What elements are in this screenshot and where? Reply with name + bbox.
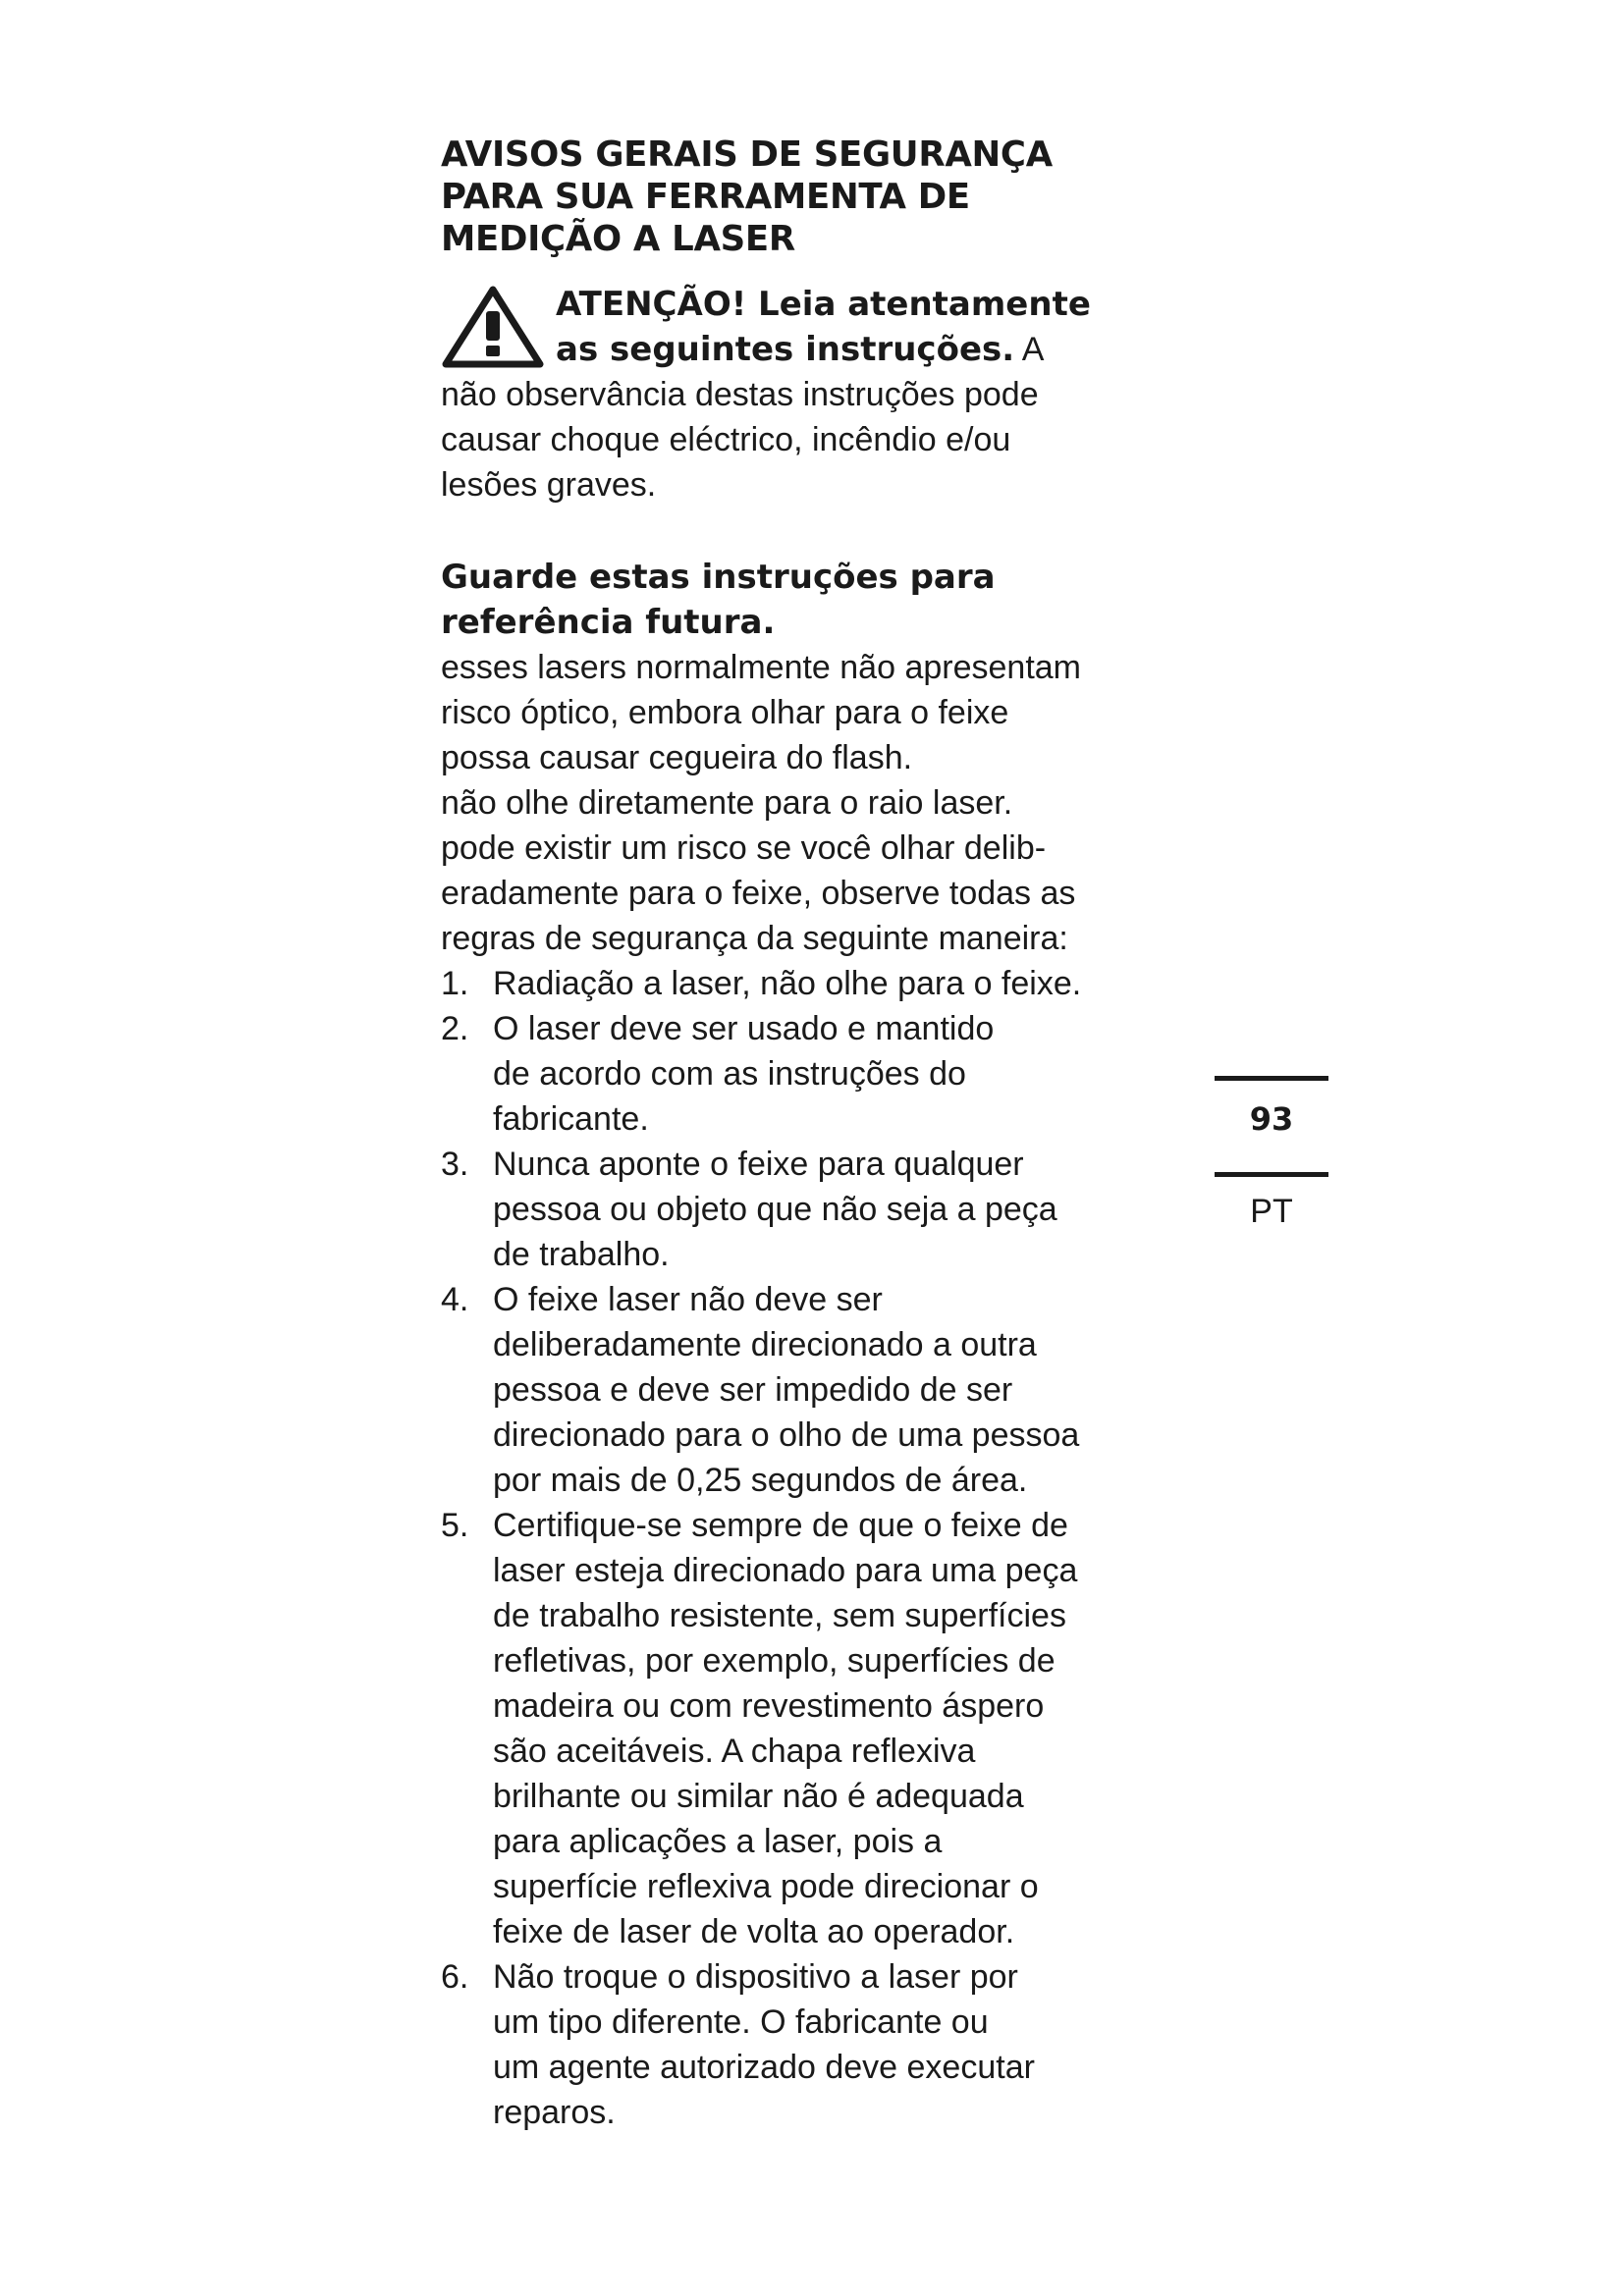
list-item-line: por mais de 0,25 segundos de área. <box>493 1462 1028 1499</box>
list-item-line: fabricante. <box>493 1100 649 1138</box>
warning-body-line: lesões graves. <box>441 466 657 504</box>
list-item-line: Nunca aponte o feixe para qualquer <box>493 1146 1024 1183</box>
list-item-number: 1. <box>441 965 469 1002</box>
keep-body <box>441 645 1187 961</box>
list-item-line: reparos. <box>493 2094 616 2131</box>
list-item-line: O laser deve ser usado e mantido <box>493 1010 995 1047</box>
list-item-line: refletivas, por exemplo, superfícies de <box>493 1642 1056 1680</box>
list-item-number: 5. <box>441 1507 469 1544</box>
warning-body-line: não observância destas instruções pode <box>441 376 1039 413</box>
list-item-number: 2. <box>441 1010 469 1047</box>
warning-title-cont: as seguintes instruções. <box>556 330 1015 369</box>
list-item-line: feixe de laser de volta ao operador. <box>493 1913 1015 1950</box>
list-item-line: Certifique-se sempre de que o feixe de <box>493 1507 1068 1544</box>
warning-body-start: A <box>1014 331 1045 368</box>
list-item <box>441 1503 1187 1954</box>
list-item-line: de acordo com as instruções do <box>493 1055 966 1093</box>
list-item <box>441 1142 1187 1277</box>
list-item-line: de trabalho. <box>493 1236 670 1273</box>
safety-rules-list <box>441 961 1187 2135</box>
keep-body-line: eradamente para o feixe, observe todas as <box>441 875 1076 912</box>
page-number-bottom-rule <box>1215 1172 1328 1177</box>
warning-block <box>441 282 1187 507</box>
list-item-line: pessoa ou objeto que não seja a peça <box>493 1191 1057 1228</box>
list-item-line: direcionado para o olho de uma pessoa <box>493 1416 1080 1454</box>
heading-line: PARA SUA FERRAMENTA DE <box>441 177 970 217</box>
keep-body-line: não olhe diretamente para o raio laser. <box>441 784 1013 822</box>
keep-body-line: possa causar cegueira do flash. <box>441 739 913 776</box>
list-item-number: 4. <box>441 1281 469 1318</box>
keep-title-line: referência futura. <box>441 603 776 642</box>
keep-body-line: pode existir um risco se você olhar delib- <box>441 829 1047 867</box>
list-item <box>441 1006 1187 1142</box>
section-heading <box>441 133 1187 260</box>
keep-body-line: esses lasers normalmente não apresentam <box>441 649 1081 686</box>
warning-triangle-icon <box>441 284 545 370</box>
document-body <box>441 133 1187 2135</box>
list-item-line: brilhante ou similar não é adequada <box>493 1778 1024 1815</box>
list-item-line: laser esteja direcionado para uma peça <box>493 1552 1078 1589</box>
list-item-number: 6. <box>441 1958 469 1996</box>
list-item-number: 3. <box>441 1146 469 1183</box>
list-item-line: deliberadamente direcionado a outra <box>493 1326 1037 1363</box>
list-item <box>441 961 1187 1006</box>
list-item-line: para aplicações a laser, pois a <box>493 1823 943 1860</box>
page-number: 93 <box>1249 1100 1294 1138</box>
list-item-line: superfície reflexiva pode direcionar o <box>493 1868 1039 1905</box>
list-item <box>441 1277 1187 1503</box>
keep-title-line: Guarde estas instruções para <box>441 558 996 597</box>
list-item-line: Radiação a laser, não olhe para o feixe. <box>493 965 1082 1002</box>
keep-instructions-title <box>441 555 1187 645</box>
keep-body-line: regras de segurança da seguinte maneira: <box>441 920 1068 957</box>
list-item-line: O feixe laser não deve ser <box>493 1281 883 1318</box>
list-item-line: um tipo diferente. O fabricante ou <box>493 2003 989 2041</box>
page-number-top-rule <box>1215 1076 1328 1081</box>
keep-body-line: risco óptico, embora olhar para o feixe <box>441 694 1009 731</box>
heading-line: MEDIÇÃO A LASER <box>441 219 795 259</box>
list-item-line: Não troque o dispositivo a laser por <box>493 1958 1018 1996</box>
language-label: PT <box>1250 1193 1293 1230</box>
list-item <box>441 1954 1187 2135</box>
warning-body-line: causar choque eléctrico, incêndio e/ou <box>441 421 1011 458</box>
warning-title: ATENÇÃO! Leia atentamente <box>556 285 1091 324</box>
list-item-line: pessoa e deve ser impedido de ser <box>493 1371 1013 1409</box>
heading-line: AVISOS GERAIS DE SEGURANÇA <box>441 134 1053 175</box>
list-item-line: madeira ou com revestimento áspero <box>493 1687 1045 1725</box>
list-item-line: de trabalho resistente, sem superfícies <box>493 1597 1066 1634</box>
list-item-line: um agente autorizado deve executar <box>493 2049 1035 2086</box>
list-item-line: são aceitáveis. A chapa reflexiva <box>493 1733 976 1770</box>
